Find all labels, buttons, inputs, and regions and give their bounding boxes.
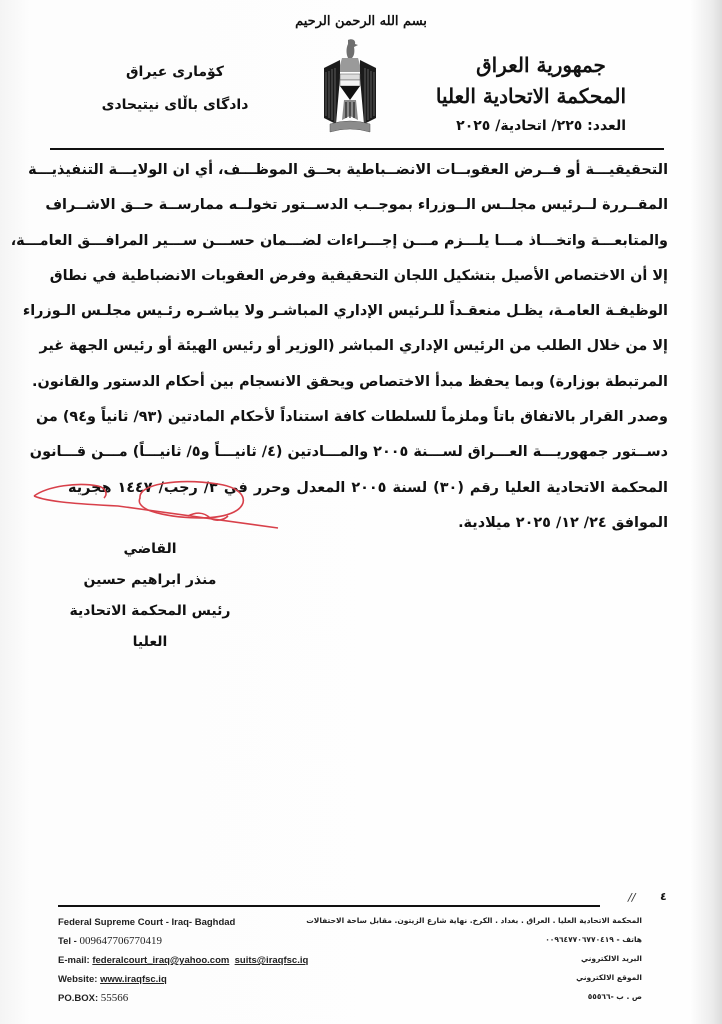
- body-line: الوظيفـة العامـة، يظـل منعقـداً للـرئيس الإداري المباشـر ولا يباشـره رئـيس مجلـس الـوزراء: [22, 303, 668, 320]
- website-label: Website:: [58, 974, 101, 985]
- body-line: الموافق ٢٤/ ١٢/ ٢٠٢٥ ميلادية.: [458, 514, 668, 531]
- email-link-2[interactable]: suits@iraqfsc.iq: [234, 955, 309, 966]
- header-left: [100, 56, 250, 122]
- header-country-ar: جمهورية العراق: [476, 53, 606, 77]
- basmala: بسم الله الرحمن الرحيم: [295, 14, 427, 29]
- signatory-name: منذر ابراهيم حسين: [83, 572, 217, 588]
- website-link[interactable]: www.iraqfsc.iq: [100, 974, 167, 985]
- footer-arabic: [306, 911, 642, 1006]
- body-line: دســتور جمهوريـــة العـــراق لســـنة ٢٠٠٥ والمـــادتين (٤/ ثانيـــاً و٥/ ثانيـــاً) مـــن قـــانون: [29, 444, 668, 461]
- footer-tel-ar: هاتف - ٠٠٩٦٤٧٧٠٦٧٧٠٤١٩: [545, 935, 642, 944]
- body-line: التحقيقيـــة أو فــرض العقوبــات الانضــباطية بحــق الموظـــف، أي ان الولايـــة التنفيذيـــة: [28, 162, 668, 178]
- header-divider: [50, 148, 664, 150]
- footer-divider: [58, 905, 600, 907]
- reference-number: العدد: ٢٢٥/ اتحادية/ ٢٠٢٥: [456, 118, 626, 134]
- footer-website-en: [58, 970, 378, 989]
- iraq-eagle-emblem-icon: [322, 38, 378, 136]
- footer-email-ar: البريد الالكتروني: [581, 954, 642, 963]
- signatory-title: القاضي: [123, 541, 177, 557]
- footer-address-ar: المحكمة الاتحادية العليا . العراق . بغداد . الكرخ. نهاية شارع الزيتون. مقابل ساحة الاحتفالات: [306, 916, 642, 925]
- header-right: [426, 50, 626, 140]
- header-country-ku: كۆمارى عيراق: [126, 64, 224, 80]
- signatory-position: رئيس المحكمة الاتحادية العليا: [69, 603, 231, 650]
- footer-tel-en: [58, 932, 378, 951]
- page-number: ٤: [660, 890, 667, 903]
- body-line: إلا من خلال الطلب من الرئيس الإداري المباشر (الوزير أو رئيس الهيئة أو رئيس الجهة غير: [39, 338, 668, 355]
- signature-block: [60, 534, 240, 658]
- footer-pobox-en: [58, 989, 378, 1008]
- footer-email-en: [58, 951, 378, 970]
- tel-label: Tel -: [58, 936, 80, 947]
- body-line: والمتابعـــة واتخـــاذ مـــا يلـــزم مـــن إجـــراءات لضـــمان حســـن ســـير المرافـــق العامـــة،: [10, 232, 668, 249]
- footer-pobox-ar: ص . ب -٥٥٥٦٦: [587, 992, 642, 1001]
- footer-website-ar: الموقع الالكتروني: [576, 973, 642, 982]
- footer-address-en: Federal Supreme Court - Iraq- Baghdad: [58, 917, 236, 928]
- body-line: المرتبطة بوزارة) وبما يحفظ مبدأ الاختصاص ويحقق الانسجام بين أحكام الدستور والقانون.: [32, 373, 668, 390]
- email-link-1[interactable]: federalcourt_iraq@yahoo.com: [92, 955, 230, 966]
- body-line: إلا أن الاختصاص الأصيل بتشكيل اللجان التحقيقية وفرض العقوبات الانضباطية في نطاق: [49, 267, 668, 284]
- email-label: E-mail:: [58, 955, 93, 966]
- header-court-ar: المحكمة الاتحادية العليا: [435, 84, 626, 108]
- body-line: المحكمة الاتحادية العليا رقم (٣٠) لسنة ٢٠٠٥ المعدل وحرر في ٣/ رجب/ ١٤٤٧ هجرية: [68, 479, 668, 496]
- signature-scribble-icon: [28, 478, 298, 538]
- pobox-number: 55566: [100, 992, 129, 1004]
- header-court-ku: دادگاى باڵاى نيتيحادى: [101, 97, 249, 113]
- pobox-label: PO.BOX:: [58, 993, 101, 1004]
- body-line: المقــررة لــرئيس مجلــس الــوزراء بموجــب الدســتور تخولــه ممارســة حــق الاشــراف: [45, 197, 668, 214]
- body-line: وصدر القرار بالاتفاق باتاً وملزماً للسلطات كافة استناداً لأحكام المادتين (٩٣/ ثانياً و٩٤) من: [35, 409, 668, 426]
- tel-number: 009647706770419: [79, 935, 162, 947]
- page-marks: //: [628, 891, 636, 904]
